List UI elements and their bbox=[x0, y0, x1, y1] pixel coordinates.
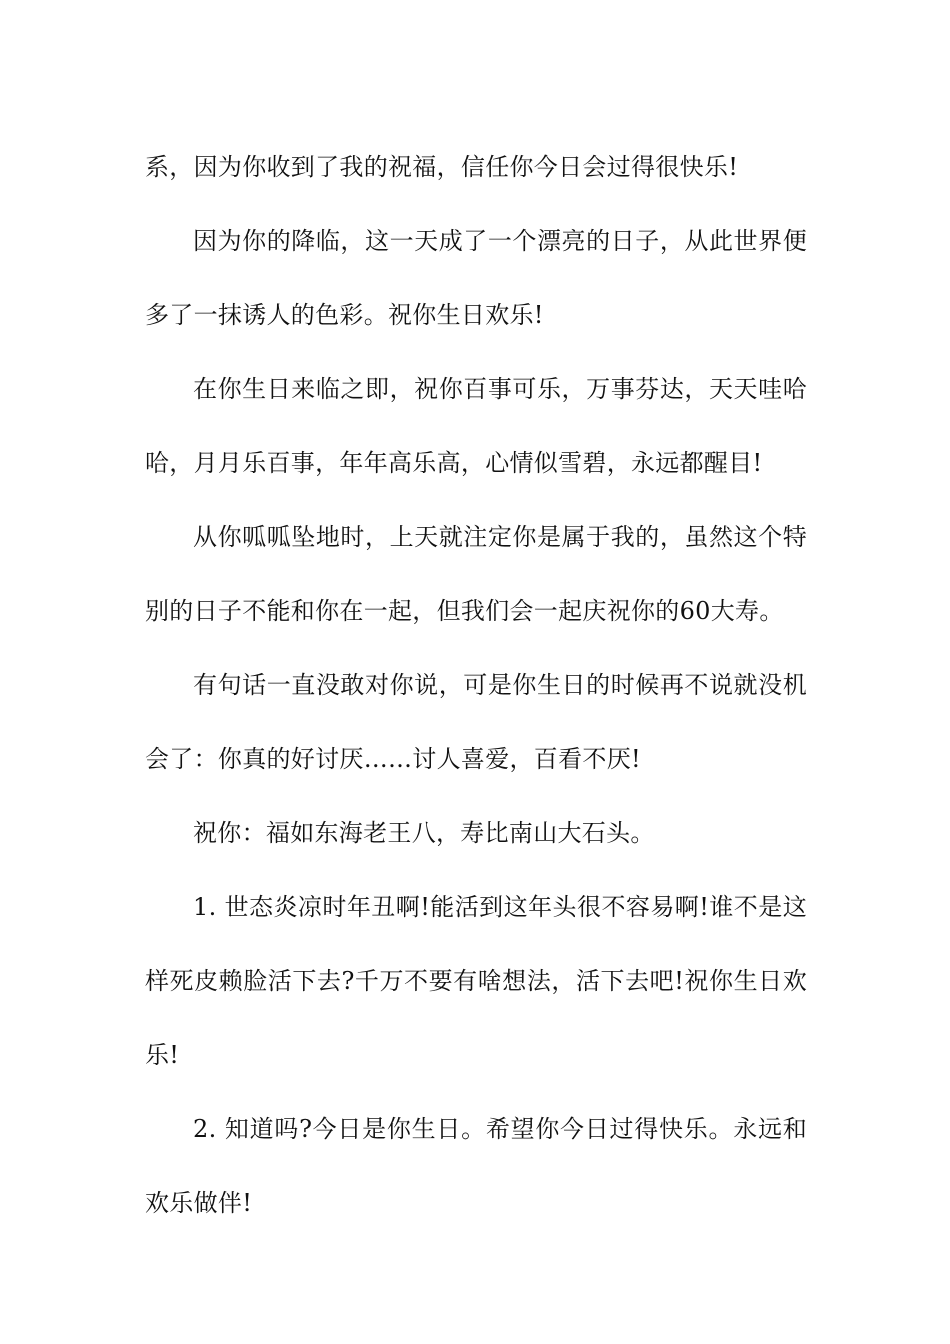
paragraph-1: 系，因为你收到了我的祝福，信任你今日会过得很快乐! bbox=[145, 153, 739, 181]
document-body bbox=[145, 130, 807, 1240]
paragraph-2: 因为你的降临，这一天成了一个漂亮的日子，从此世界便多了一抹诱人的色彩。祝你生日欢乐! bbox=[145, 227, 807, 329]
paragraph-5: 有句话一直没敢对你说，可是你生日的时候再不说就没机会了：你真的好讨厌……讨人喜爱，百看不厌! bbox=[145, 671, 807, 773]
paragraph-3: 在你生日来临之即，祝你百事可乐，万事芬达，天天哇哈哈，月月乐百事，年年高乐高，心情似雪碧，永远都醒目! bbox=[145, 375, 807, 477]
paragraph-8-numbered: 2. 知道吗?今日是你生日。希望你今日过得快乐。永远和欢乐做伴! bbox=[145, 1115, 807, 1217]
paragraph-7-numbered: 1. 世态炎凉时年丑啊!能活到这年头很不容易啊!谁不是这样死皮赖脸活下去?千万不要有啥想法，活下去吧!祝你生日欢乐! bbox=[145, 893, 807, 1069]
paragraph-6: 祝你：福如东海老王八，寿比南山大石头。 bbox=[193, 819, 655, 847]
paragraph-4: 从你呱呱坠地时，上天就注定你是属于我的，虽然这个特别的日子不能和你在一起，但我们会一起庆祝你的60大寿。 bbox=[145, 523, 807, 625]
